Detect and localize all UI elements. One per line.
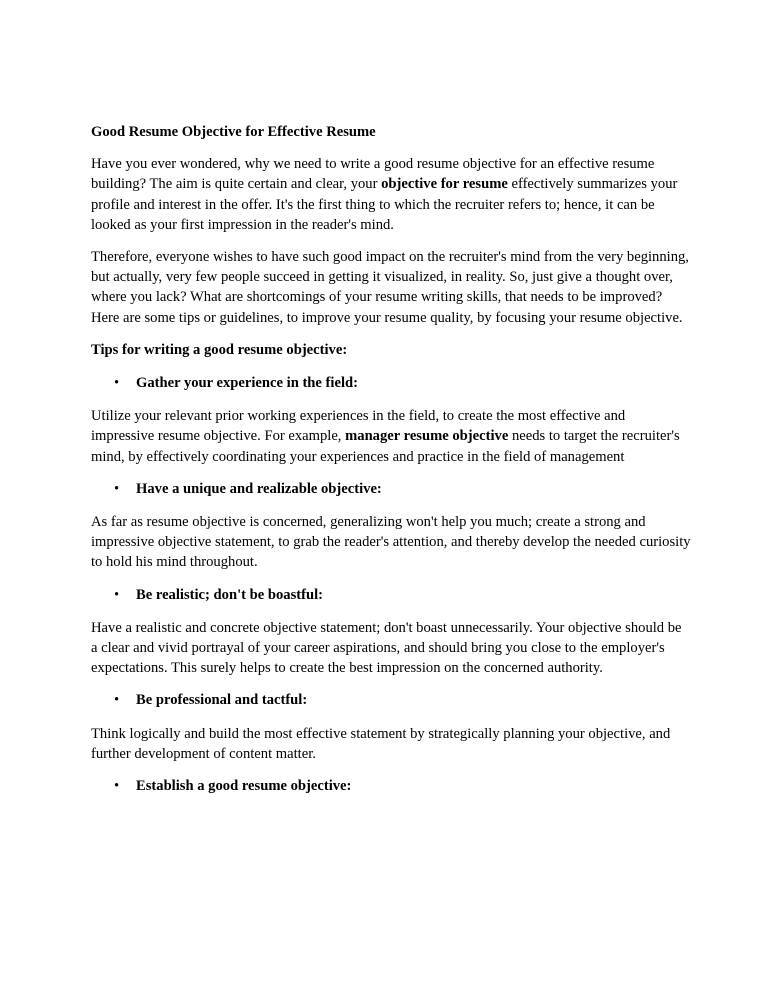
second-paragraph: Therefore, everyone wishes to have such good impact on the recruiter's mind from the very beginning, but actually, very few people succeed in getting it visualized, in reality. So, just give a thought over, where you lack? What are shortcomings of your resume writing skills, that needs to be improved? Here are some tips or guidelines, to improve your resume quality, by focusing your resume objective. [91, 249, 689, 326]
bullet-icon: • [114, 480, 120, 497]
intro-bold-phrase: objective for resume [381, 176, 508, 193]
bullet-icon: • [114, 375, 120, 392]
tip-body-text-end: needs to target the recruiter's mind, by effectively coordinating your experiences and practice in the field of management [91, 428, 680, 465]
tip-body-text-start: Utilize your relevant prior working experiences in the field, to create the most effective and impressive resume objective. For example, [91, 408, 626, 445]
tip-heading-realistic [91, 585, 691, 605]
tip-body-unique: As far as resume objective is concerned, generalizing won't help you much; create a strong and impressive objective statement, to grab the reader's attention, and thereby develop the needed curiosity to hold his mind throughout. [91, 514, 691, 571]
tip-heading-establish [91, 776, 691, 796]
tips-heading: Tips for writing a good resume objective: [91, 341, 348, 358]
tip-heading-unique [91, 479, 691, 499]
bullet-icon: • [114, 778, 120, 795]
tip-heading-text: Gather your experience in the field: [136, 375, 358, 392]
intro-text-start: Have you ever wondered, why we need to write a good resume objective for an effective resume building? The aim is quite certain and clear, your [91, 156, 655, 193]
tip-body-experience [91, 406, 691, 467]
tip-body-professional: Think logically and build the most effective statement by strategically planning your objective, and further development of content matter. [91, 725, 671, 762]
intro-paragraph [91, 154, 691, 235]
intro-text-end: effectively summarizes your profile and interest in the offer. It's the first thing to which the recruiter refers to; hence, it can be looked as your first impression in the reader's mind. [91, 176, 678, 233]
tip-body-realistic: Have a realistic and concrete objective statement; don't boast unnecessarily. Your objective should be a clear and vivid portrayal of your career aspirations, and should bring you close to the employer's expectations. This surely helps to create the best impression on the concerned authority. [91, 619, 682, 677]
tip-heading-text: Be realistic; don't be boastful: [136, 586, 324, 603]
tip-heading-text: Be professional and tactful: [136, 692, 308, 709]
document-page [91, 122, 691, 809]
tip-body-bold-phrase: manager resume objective [345, 428, 509, 445]
tip-heading-experience [91, 373, 691, 393]
tip-heading-text: Have a unique and realizable objective: [136, 480, 382, 497]
tip-heading-professional [91, 690, 691, 710]
bullet-icon: • [114, 692, 120, 709]
document-title: Good Resume Objective for Effective Resume [91, 124, 376, 140]
tip-heading-text: Establish a good resume objective: [136, 778, 352, 795]
bullet-icon: • [114, 586, 120, 603]
